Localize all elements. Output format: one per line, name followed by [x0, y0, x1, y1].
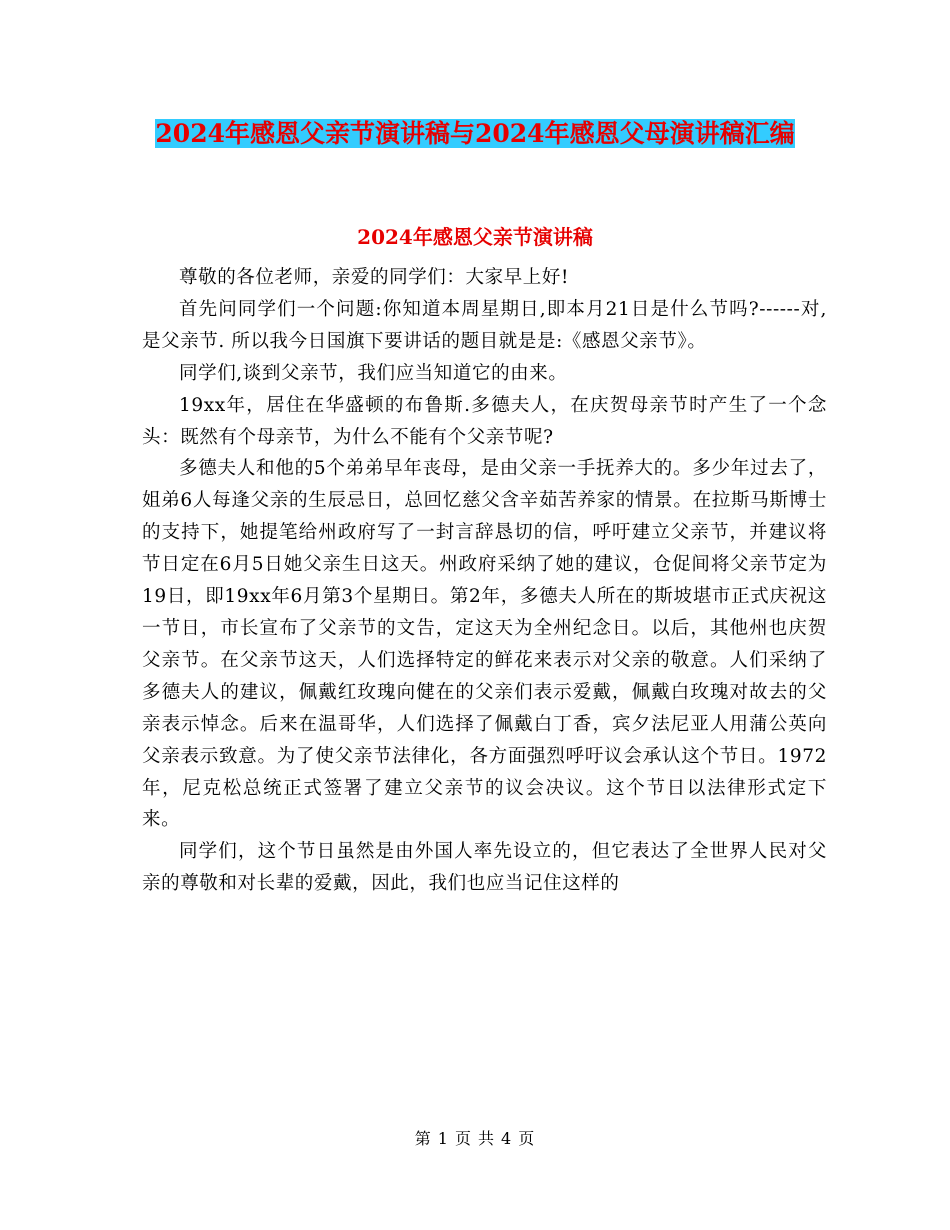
- paragraph: 19xx年，居住在华盛顿的布鲁斯.多德夫人，在庆贺母亲节时产生了一个念头：既然有个母亲节，为什么不能有个父亲节呢?: [142, 394, 827, 448]
- document-title: [140, 112, 810, 155]
- footer-prefix: 第: [414, 1129, 432, 1148]
- footer-suffix: 页: [518, 1129, 536, 1148]
- section-title: 2024年感恩父亲节演讲稿: [357, 225, 593, 249]
- paragraph: 多德夫人和他的5个弟弟早年丧母，是由父亲一手抚养大的。多少年过去了，姐弟6人每逢父亲的生辰忌日，总回忆慈父含辛茹苦养家的情景。在拉斯马斯博士的支持下，她提笔给州政府写了一封言辞恳切的信，呼吁建立父亲节，并建议将节日定在6月5日她父亲生日这天。州政府采纳了她的建议，仓促间将父亲节定为19日，即19xx年6月第3个星期日。第2年，多德夫人所在的斯坡堪市正式庆祝这一节日，市长宣布了父亲节的文告，定这天为全州纪念日。以后，其他州也庆贺父亲节。在父亲节这天，人们选择特定的鲜花来表示对父亲的敬意。人们采纳了多德夫人的建议，佩戴红玫瑰向健在的父亲们表示爱戴，佩戴白玫瑰对故去的父亲表示悼念。后来在温哥华，人们选择了佩戴白丁香，宾夕法尼亚人用蒲公英向父亲表示致意。为了使父亲节法律化，各方面强烈呼吁议会承认这个节日。1972年，尼克松总统正式签署了建立父亲节的议会决议。这个节日以法律形式定下来。: [142, 458, 827, 831]
- page-footer: [0, 1128, 950, 1150]
- paragraph: 尊敬的各位老师，亲爱的同学们：大家早上好!: [179, 267, 570, 288]
- document-body: [142, 262, 827, 900]
- footer-total-pages: 4: [501, 1129, 513, 1148]
- paragraph: 同学们，这个节日虽然是由外国人率先设立的，但它表达了全世界人民对父亲的尊敬和对长辈的爱戴，因此，我们也应当记住这样的: [142, 841, 827, 895]
- footer-current-page: 1: [437, 1129, 449, 1148]
- paragraph: 首先问同学们一个问题:你知道本周星期日,即本月21日是什么节吗?------对,是父亲节. 所以我今日国旗下要讲话的题目就是是:《感恩父亲节》。: [142, 298, 827, 352]
- document-title-text: 2024年感恩父亲节演讲稿与2024年感恩父母演讲稿汇编: [155, 119, 795, 148]
- paragraph: 同学们,谈到父亲节，我们应当知道它的由来。: [179, 362, 568, 384]
- footer-mid: 页 共: [454, 1129, 496, 1148]
